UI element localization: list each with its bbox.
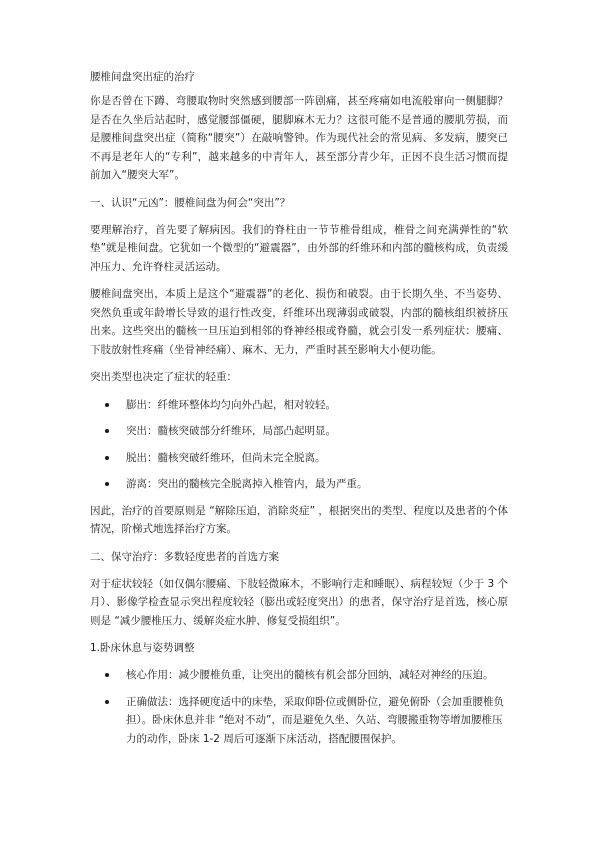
list-item-text: 膨出：纤维环整体均匀向外凸起，相对较轻。 xyxy=(126,398,336,411)
section1-paragraph-4: 因此，治疗的首要原则是 “解除压迫，消除炎症” ，根据突出的类型、程度以及患者的个体情况，阶梯式地选择治疗方案。 xyxy=(90,504,508,535)
section2-paragraph-1: 对于症状较轻（如仅偶尔腰痛、下肢轻微麻木，不影响行走和睡眠）、病程较短（少于 3 个月）、影像学检查显示突出程度较轻（膨出或轻度突出）的患者，保守治疗是首选，核心原则是 “减少腰椎压力、缓解炎症水肿、修复受损组织”。 xyxy=(90,577,508,627)
bullet-icon xyxy=(105,403,109,407)
intro-paragraph: 你是否曾在下蹲、弯腰取物时突然感到腰部一阵剧痛，甚至疼痛如电流般窜向一侧腿脚？是否在久坐后站起时，感觉腰部僵硬，腿脚麻木无力？这很可能不是普通的腰肌劳损，而是腰椎间盘突出症（简称“腰突”）在敲响警钟。作为现代社会的常见病、多发病，腰突已不再是老年人的“专利”，越来越多的中青年人，甚至部分青少年，正因不良生活习惯而提前加入“腰突大军”。 xyxy=(90,95,508,181)
list-item-text: 突出：髓核突破部分纤维环，局部凸起明显。 xyxy=(126,425,336,437)
bullet-icon xyxy=(105,700,109,704)
section1-heading: 一、认识“元凶”：腰椎间盘为何会“突出”？ xyxy=(90,196,291,209)
section1-paragraph-3: 突出类型也决定了症状的轻重： xyxy=(90,371,237,383)
list-item xyxy=(90,396,508,415)
bullet-icon xyxy=(105,673,109,677)
section1-paragraph-1: 要理解治疗，首先要了解病因。我们的脊柱由一节节椎骨组成，椎骨之间充满弹性的“软垫”就是椎间盘。它犹如一个微型的“避震器”，由外部的纤维环和内部的髓核构成，负责缓冲压力、允许脊柱灵活运动。 xyxy=(90,223,508,273)
list-item xyxy=(90,693,508,749)
document-title: 腰椎间盘突出症的治疗 xyxy=(90,71,195,83)
list-item xyxy=(90,666,508,685)
list-item xyxy=(90,422,508,441)
list-item xyxy=(90,449,508,468)
bullet-icon xyxy=(105,482,109,486)
types-list xyxy=(90,396,508,494)
section2-subheading-1: 1.卧床休息与姿势调整 xyxy=(90,642,195,654)
section2-heading: 二、保守治疗：多数轻度患者的首选方案 xyxy=(90,550,279,563)
list-item-text: 正确做法：选择硬度适中的床垫，采取仰卧位或侧卧位，避免俯卧（会加重腰椎负担）。卧床休息并非 “绝对不动”，而是避免久坐、久站、弯腰搬重物等增加腰椎压力的动作，卧床 1-2 周后可逐渐下床活动，搭配腰围保护。 xyxy=(126,695,504,745)
bullet-icon xyxy=(105,456,109,460)
section1-paragraph-2: 腰椎间盘突出，本质上是这个“避震器”的老化、损伤和破裂。由于长期久坐、不当姿势、突然负重或年龄增长导致的退行性改变，纤维环出现薄弱或破裂，内部的髓核组织被挤压出来。这些突出的髓核一旦压迫到相邻的脊神经根或脊髓，就会引发一系列症状：腰痛、下肢放射性疼痛（坐骨神经痛）、麻木、无力，严重时甚至影响大小便功能。 xyxy=(90,288,508,356)
rest-list xyxy=(90,666,508,748)
list-item-text: 脱出：髓核突破纤维环，但尚未完全脱离。 xyxy=(126,451,326,464)
list-item xyxy=(90,475,508,494)
bullet-icon xyxy=(105,429,109,433)
list-item-text: 游离：突出的髓核完全脱离掉入椎管内，最为严重。 xyxy=(126,478,368,490)
document-page xyxy=(90,68,508,756)
list-item-text: 核心作用：减少腰椎负重，让突出的髓核有机会部分回纳，减轻对神经的压迫。 xyxy=(126,669,494,681)
